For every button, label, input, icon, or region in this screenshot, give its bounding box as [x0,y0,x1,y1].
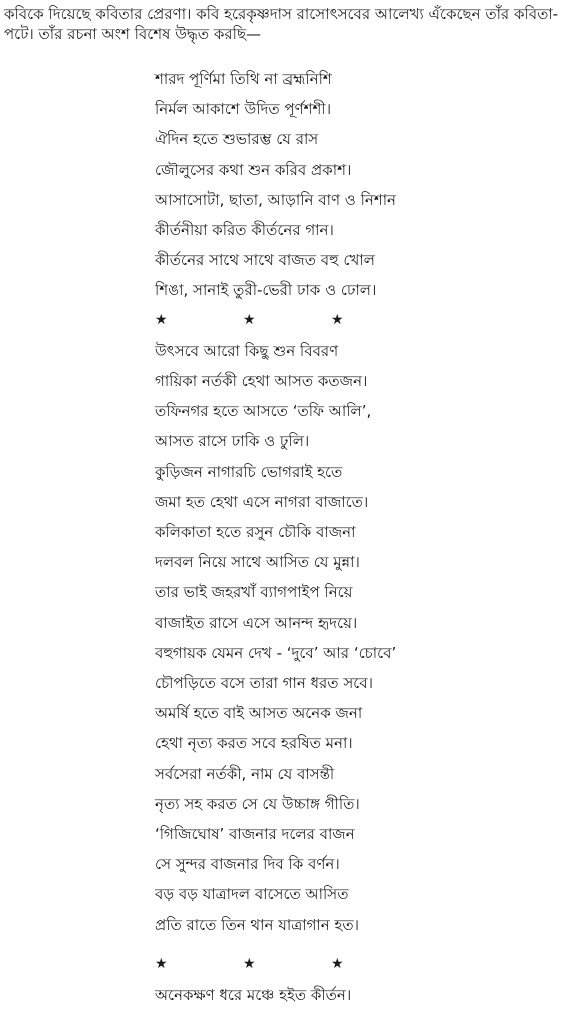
poem-line: বাজাইত রাসে এসে আনন্দ হৃদয়ে। [155,613,358,632]
poem-line: বহুগায়ক যেমন দেখ - ‘দুবে’ আর ‘চোবে’ [155,643,397,662]
poem-line: শিঙা, সানাই তুরী-ভেরী ঢাক ও ঢোল। [155,281,377,300]
poem-line: কুড়িজন নাগারচি ভোগরাই হতে [155,462,343,481]
poem-line: কীর্তনীয়া করিত কীর্তনের গান। [155,221,334,240]
poem-line: গায়িকা নর্তকী হেথা আসত কতজন। [155,372,368,391]
poem-line: ঐদিন হতে শুভারম্ভ যে রাস [155,130,319,149]
poem-line: দলবল নিয়ে সাথে আসিত যে মুন্না। [155,553,360,572]
star-icon: ★ [243,311,256,328]
star-separator [155,950,565,980]
poem-line: কলিকাতা হতে রসুন চৌকি বাজনা [155,523,356,542]
poem-line: শারদ পূর্ণিমা তিথি না ব্রহ্মনিশি [155,70,332,88]
poem-stanza-3 [155,980,565,1010]
poem-line: আসত রাসে ঢাকি ও ঢুলি। [155,432,310,451]
intro-line: কবিকে দিয়েছে কবিতার প্রেরণা। কবি হরেকৃষ্ণদাস রাসোৎসবের আলেখ্য এঁকেছেন তাঁর কবিতা- [4,5,559,23]
star-separator [155,306,565,336]
poem-line: কীর্তনের সাথে সাথে বাজত বহু খোল [155,251,375,270]
poem-line: নৃত্য সহ করত সে যে উচ্চাঙ্গ গীতি। [155,794,360,813]
poem-line: আসাসোটা, ছাতা, আড়ানি বাণ ও নিশান [155,190,397,209]
poem-stanza-1 [155,64,565,306]
star-icon: ★ [331,955,344,972]
poem-line: অনেকক্ষণ ধরে মঞ্চে হইত কীর্তন। [155,986,352,1005]
intro-line: পটে। তাঁর রচনা অংশ বিশেষ উদ্ধৃত করছি— [4,25,262,43]
poem-line: চৌপড়িতে বসে তারা গান ধরত সবে। [155,674,373,693]
poem-line: সে সুন্দর বাজনার দিব কি বর্ণন। [155,855,340,874]
poem-line: তফিনগর হতে আসতে ‘তফি আলি’, [155,402,372,421]
poem-excerpt [155,64,565,1010]
star-icon: ★ [331,311,344,328]
poem-line: অমর্ষি হতে বাই আসত অনেক জনা [155,704,363,723]
poem-line: নির্মল আকাশে উদিত পূর্ণশশী। [155,100,332,119]
intro-paragraph [4,4,568,44]
poem-line: ‘গিজিঘোষ’ বাজনার দলের বাজন [155,825,355,844]
poem-stanza-2 [155,336,565,940]
stanza-gap [155,940,565,950]
poem-line: জমা হত হেথা এসে নাগরা বাজাতে। [155,492,369,511]
poem-line: তার ভাই জহরখাঁ ব্যাগপাইপ নিয়ে [155,583,353,602]
star-icon: ★ [155,311,168,328]
poem-line: সর্বসেরা নর্তকী, নাম যে বাসন্তী [155,764,335,783]
star-icon: ★ [155,955,168,972]
poem-line: হেথা নৃত্য করত সবে হরষিত মনা। [155,734,353,753]
poem-line: বড় বড় যাত্রাদল বাসেতে আসিত [155,885,349,904]
poem-line: উৎসবে আরো কিছু শুন বিবরণ [155,341,339,360]
poem-line: প্রতি রাতে তিন থান যাত্রাগান হত। [155,915,359,934]
poem-line: জৌলুসের কথা শুন করিব প্রকাশ। [155,160,352,179]
star-icon: ★ [243,955,256,972]
